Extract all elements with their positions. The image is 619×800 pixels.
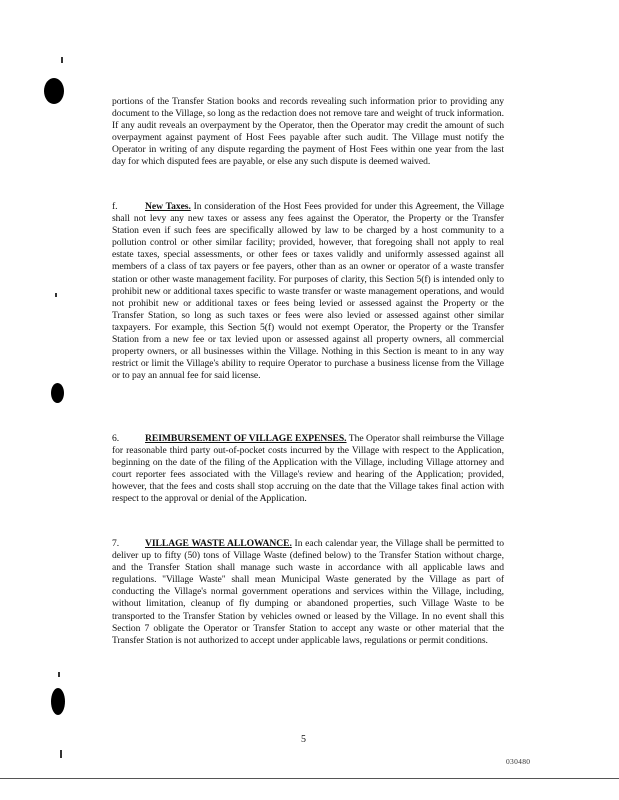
- section-number: 7.: [112, 538, 120, 549]
- section-number: 6.: [112, 433, 120, 444]
- punch-hole-mark: [51, 383, 64, 403]
- section-number: f.: [112, 201, 118, 212]
- paragraph-text: In consideration of the Host Fees provided for under this Agreement, the Village shall not levy any new taxes or assess any fees against the Operator, the Property or the Transfer Station even if such fees are specifically allowed by law to be charged by a host community to a pollution control or other similar facility; provided, however, that foregoing shall not apply to real estate taxes, special assessments, or other fees or taxes validly and uniformly assessed against all members of a class of tax payers or fee payers, other than as an owner or operator of a waste transfer station or other waste management facility. For purposes of clarity, this Section 5(f) is intended only to prohibit new or additional taxes specific to waste transfer or waste management operations, and would not prohibit new or additional taxes or fees being levied or assessed against the Property or the Transfer Station, so long as such taxes or fees were also levied or assessed against other similar taxpayers. For example, this Section 5(f) would not exempt Operator, the Property or the Transfer Station from a new fee or tax levied upon or assessed against all property owners, all commercial property owners, or all businesses within the Village. Nothing in this Section is meant to in any way restrict or limit the Village's ability to require Operator to purchase a business license from the Village or to pay an annual fee for said license.: [112, 201, 504, 382]
- paragraph-reimbursement: [112, 433, 504, 506]
- section-heading: REIMBURSEMENT OF VILLAGE EXPENSES.: [145, 433, 347, 444]
- scan-speck: [60, 750, 62, 758]
- section-heading: New Taxes.: [145, 201, 191, 212]
- scan-speck: [55, 293, 57, 297]
- section-heading: VILLAGE WASTE ALLOWANCE.: [145, 538, 292, 549]
- document-code: 030480: [506, 757, 531, 766]
- punch-hole-mark: [51, 688, 65, 715]
- paragraph-audit-continuation: [112, 96, 504, 169]
- scan-edge-line: [0, 778, 619, 779]
- paragraph-waste-allowance: [112, 538, 504, 647]
- scan-speck: [61, 57, 63, 63]
- paragraph-text: In each calendar year, the Village shall be permitted to deliver up to fifty (50) tons of Village Waste (defined below) to the Transfer Station without charge, and the Transfer Station shall manage such waste in accordance with all applicable laws and regulations. "Village Waste" shall mean Municipal Waste generated by the Village as part of conducting the Village's normal government operations and services within the Village, including, without limitation, cleanup of fly dumping or abandoned properties, such Village Waste to be transported to the Transfer Station by vehicles owned or leased by the Village. In no event shall this Section 7 obligate the Operator or Transfer Station to accept any waste or other material that the Transfer Station is not authorized to accept under applicable laws, regulations or permit conditions.: [112, 538, 504, 646]
- paragraph-text: portions of the Transfer Station books and records revealing such information prior to providing any document to the Village, so long as the redaction does not remove tare and weight of truck information. If any audit reveals an overpayment by the Operator, then the Operator may credit the amount of such overpayment against payment of Host Fees payable after such audit. The Village must notify the Operator in writing of any dispute regarding the payment of Host Fees within one year from the last day for which disputed fees are payable, or else any such dispute is deemed waived.: [112, 96, 504, 168]
- paragraph-text: The Operator shall reimburse the Village for reasonable third party out-of-pocket costs incurred by the Village with respect to the Application, beginning on the date of the filing of the Application with the Village, including Village attorney and court reporter fees associated with the Village's review and hearing of the Application; provided, however, that the fees and costs shall stop accruing on the date that the Village takes final action with respect to the approval or denial of the Application.: [112, 433, 504, 505]
- paragraph-new-taxes: [112, 201, 504, 382]
- page-number: 5: [301, 734, 306, 745]
- scan-speck: [58, 672, 60, 677]
- punch-hole-mark: [44, 78, 64, 104]
